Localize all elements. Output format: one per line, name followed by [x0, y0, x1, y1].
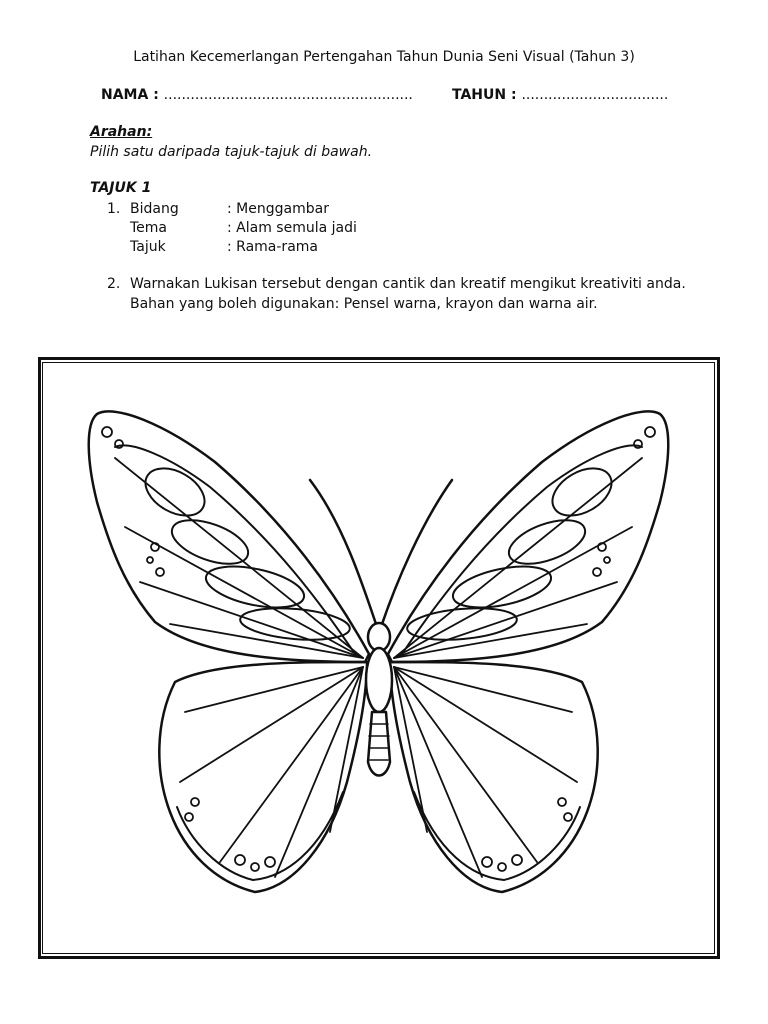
butterfly-abdomen — [368, 712, 390, 776]
tahun-group — [452, 87, 668, 103]
wing-left — [89, 411, 369, 892]
worksheet-title: Latihan Kecemerlangan Pertengahan Tahun Dunia Seni Visual (Tahun 3) — [133, 49, 635, 65]
tema-key: Tema — [130, 220, 168, 236]
butterfly-icon — [42, 362, 715, 954]
tajuk-key: Tajuk — [130, 239, 166, 255]
nama-label: NAMA : — [101, 87, 164, 103]
arahan-heading: Arahan: — [90, 124, 153, 140]
nama-field[interactable]: ........................................................ — [163, 87, 413, 103]
tahun-field[interactable]: ................................. — [521, 87, 669, 103]
antenna-left — [310, 480, 378, 630]
item-number: 2. — [107, 276, 121, 292]
tajuk-item-1 — [107, 200, 357, 257]
bidang-key: Bidang — [130, 201, 179, 217]
instruction-text: Warnakan Lukisan tersebut dengan cantik dan kreatif mengikut kreativiti anda. Bahan yang boleh digunakan: Pensel warna, krayon dan warna air. — [130, 276, 686, 312]
tajuk-heading: TAJUK 1 — [90, 180, 152, 196]
tema-value: : Alam semula jadi — [227, 220, 357, 236]
tajuk-item-2 — [107, 274, 707, 314]
wing-right — [388, 411, 668, 892]
bidang-value: : Menggambar — [227, 201, 329, 217]
butterfly-thorax — [366, 648, 392, 712]
identity-row — [101, 87, 669, 103]
tajuk-value: : Rama-rama — [227, 239, 318, 255]
tahun-label: TAHUN : — [452, 87, 522, 103]
item-number: 1. — [107, 201, 121, 217]
arahan-text: Pilih satu daripada tajuk-tajuk di bawah. — [90, 144, 373, 160]
